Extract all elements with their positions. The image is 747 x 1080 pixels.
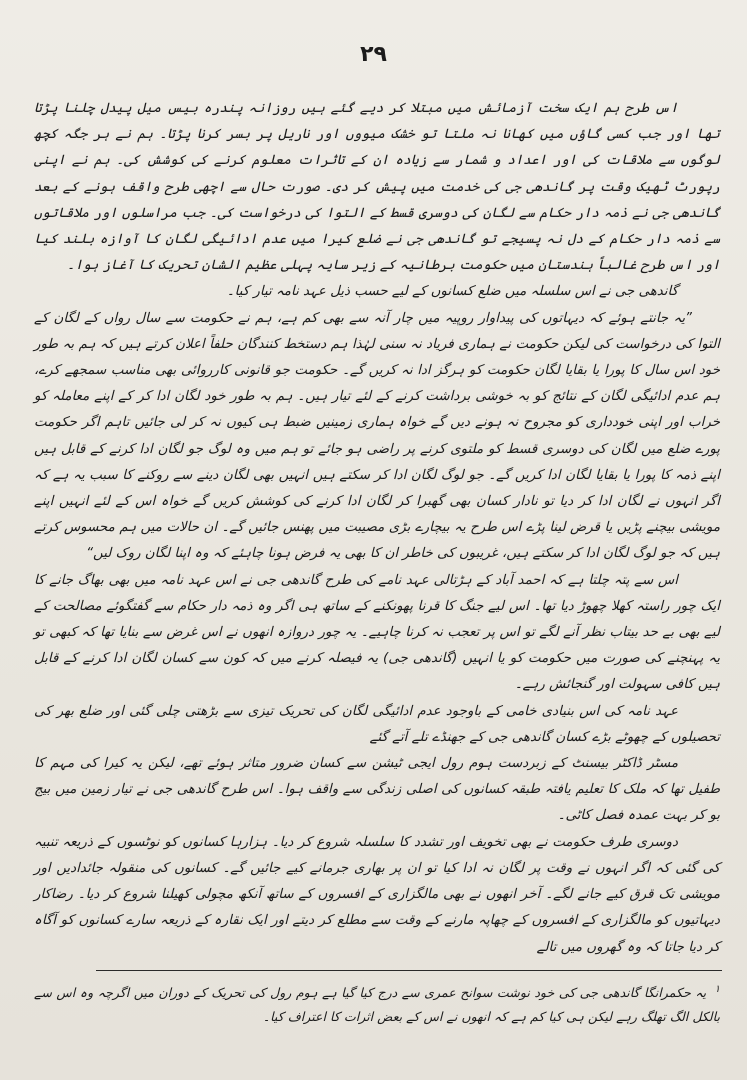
paragraph: عہد نامہ کی اس بنیادی خامی کے باوجود عدم ادائیگی لگان کی تحریک تیزی سے بڑھتی چلی گئی اور ضلع بھر کی تحصیلوں کے چھوٹے بڑے کسان گاندھی جی کے جھنڈے تلے آتے گئے — [34, 703, 720, 745]
paragraph: گاندھی جی نے اس سلسلہ میں ضلع کسانوں کے لیے حسب ذیل عہد نامہ تیار کیا۔ — [226, 284, 678, 300]
paragraph: مسٹر ڈاکٹر بیسنٹ کے زبردست ہوم رول ایجی ٹیشن سے کسان ضرور متاثر ہوئے تھے، لیکن یہ کیرا کی مہم کا طفیل تھا کہ ملک کا تعلیم یافتہ طبقہ کسانوں کی اصلی زندگی سے واقف ہوا۔ اس طرح گاندھی جی نے تیار زمین میں بیج بو کر بہت عمدہ فصل کاٹی۔ — [34, 756, 720, 824]
paragraph: اس سے پتہ چلتا ہے کہ احمد آباد کے ہڑتالی عہد نامے کی طرح گاندھی جی نے اس عہد نامہ میں بھی بھاگ جانے کا ایک چور راستہ کھلا چھوڑ دیا تھا۔ اس لیے جنگ کا قرنا پھونکنے کے ساتھ ہی اگر وہ ذمہ دار حکام سے گفتگوئے مصالحت کے لیے بھی بے حد بیتاب نظر آنے لگے تو اس پر تعجب نہ کرنا چاہیے۔ یہ چور دروازہ انھوں نے اس غرض سے بنایا تھا کہ کبھی تو یہ پہنچنے کی صورت میں حکومت کو یا انہیں (گاندھی جی) یہ فیصلہ کرنے میں کہ کون سے کسان لگان ادا کرنے کے قابل ہیں کافی سہولت اور گنجائش رہے۔ — [34, 572, 720, 693]
paragraph: اس طرح ہم ایک سخت آزمائش میں مبتلا کر دیے گئے ہیں روزانہ پندرہ بیس میل پیدل چلنا پڑتا تھا اور جب کسی گاؤں میں کھانا نہ ملتا تو خشک میووں اور ناریل پر بسر کرنا پڑتا۔ ہم نے ہر جگہ کچھ لوگوں سے ملاقات کی اور اعداد و شمار سے زیادہ ان کے تاثرات معلوم کرنے کی کوشش کی۔ ہم نے اپنی رپورٹ ٹھیک وقت پر گاندھی جی کی خدمت میں پیش کر دی۔ صورت حال سے اچھی طرح واقف ہونے کے بعد گاندھی جی نے ذمہ دار حکام سے لگان کی دوسری قسط کے التوا کی درخواست کی۔ جب مراسلوں اور ملاقاتوں سے ذمہ دار حکام کے دل نہ پسیجے تو گاندھی جی نے ضلع کیرا میں عدم ادائیگی لگان کا آوازہ بلند کیا اور اس طرح غالباً ہندستان میں حکومت برطانیہ کے زیر سایہ پہلی عظیم الشان تحریک کا آغاز ہوا۔ — [34, 101, 720, 274]
footnote-marker: ۱ — [714, 984, 720, 995]
footnote-text: یہ حکمرانگا گاندھی جی کی خود نوشت سوانح عمری سے درج کیا گیا ہے ہوم رول کی تحریک کے دوران میں اگرچہ وہ اس سے بالکل الگ تھلگ رہے لیکن ہی کیا کم ہے کہ انھوں نے اس کے بعض اثرات کا اعتراف کیا۔ — [34, 985, 720, 1025]
footnote — [34, 978, 720, 1058]
footnote-divider — [96, 970, 722, 971]
pledge-quote: ”یہ جانتے ہوئے کہ دیہاتوں کی پیداوار روپیہ میں چار آنہ سے بھی کم ہے، ہم نے حکومت سے سال رواں کے لگان کے التوا کی درخواست کی لیکن حکومت نے ہماری فریاد نہ سنی لہٰذا ہم دستخط کنندگان حلفاً اعلان کرتے ہیں کہ ہم بہ طور خود اس سال کا پورا یا بقایا لگان حکومت کو ہرگز ادا نہ کریں گے۔ حکومت جو قانونی کارروائی بھی مناسب سمجھے کرے، ہم عدم ادائیگی لگان کے نتائج کو بہ خوشی برداشت کرنے کے لئے تیار ہیں۔ ہم بہ طور خود لگان ادا کر کے اپنے معاملہ کو خراب اور اپنی خودداری کو مجروح نہ ہونے دیں گے خواہ ہماری زمینیں ضبط ہی کیوں نہ کر لی جائیں تاہم اگر حکومت پورے ضلع میں لگان کی دوسری قسط کو ملتوی کرنے پر راضی ہو جائے تو ہم میں وہ لوگ جو لگان ادا کرنے کے قابل ہیں اپنے ذمہ کا پورا یا بقایا لگان ادا کریں گے۔ جو لوگ لگان ادا کر سکتے ہیں انہیں بھی لگان دینے سے روکنے کا سبب یہ ہے کہ اگر انہوں نے لگان ادا کر دیا تو نادار کسان بھی گھبرا کر لگان ادا کرنے کی کوشش کریں گے خواہ اس کے لئے انہیں اپنے مویشی بیچنے پڑیں یا قرض لینا پڑے اس طرح یہ بیچارے بڑی مصیبت میں پھنس جائیں گے۔ ان حالات میں ہم محسوس کرتے ہیں کہ جو لوگ لگان ادا کر سکتے ہیں، غریبوں کی خاطر ان کا بھی یہ فرض ہونا چاہئے کہ وہ اپنا لگان روک لیں“ — [34, 310, 720, 562]
body-text — [34, 96, 720, 955]
page-number: ۲۹ — [360, 42, 387, 67]
paragraph: دوسری طرف حکومت نے بھی تخویف اور تشدد کا سلسلہ شروع کر دیا۔ ہزارہا کسانوں کو نوٹسوں کے ذریعہ تنبیہ کی گئی کہ اگر انہوں نے وقت پر لگان نہ ادا کیا تو ان پر بھاری جرمانے کیے جائیں گے۔ کسانوں کی منقولہ جائدادیں اور مویشی تک قرق کیے جانے لگے۔ آخر انھوں نے بھی مالگزاری کے افسروں کے ساتھ آنکھ مچولی کھیلنا شروع کر دیا۔ رضاکار دیہاتیوں کو مالگزاری کے افسروں کے چھاپہ مارنے کے وقت سے مطلع کر دیتے اور ایک نقارہ کے ذریعہ سارے کسانوں کو آگاہ کر دیا جاتا کہ وہ گھروں میں تالے — [34, 834, 720, 955]
